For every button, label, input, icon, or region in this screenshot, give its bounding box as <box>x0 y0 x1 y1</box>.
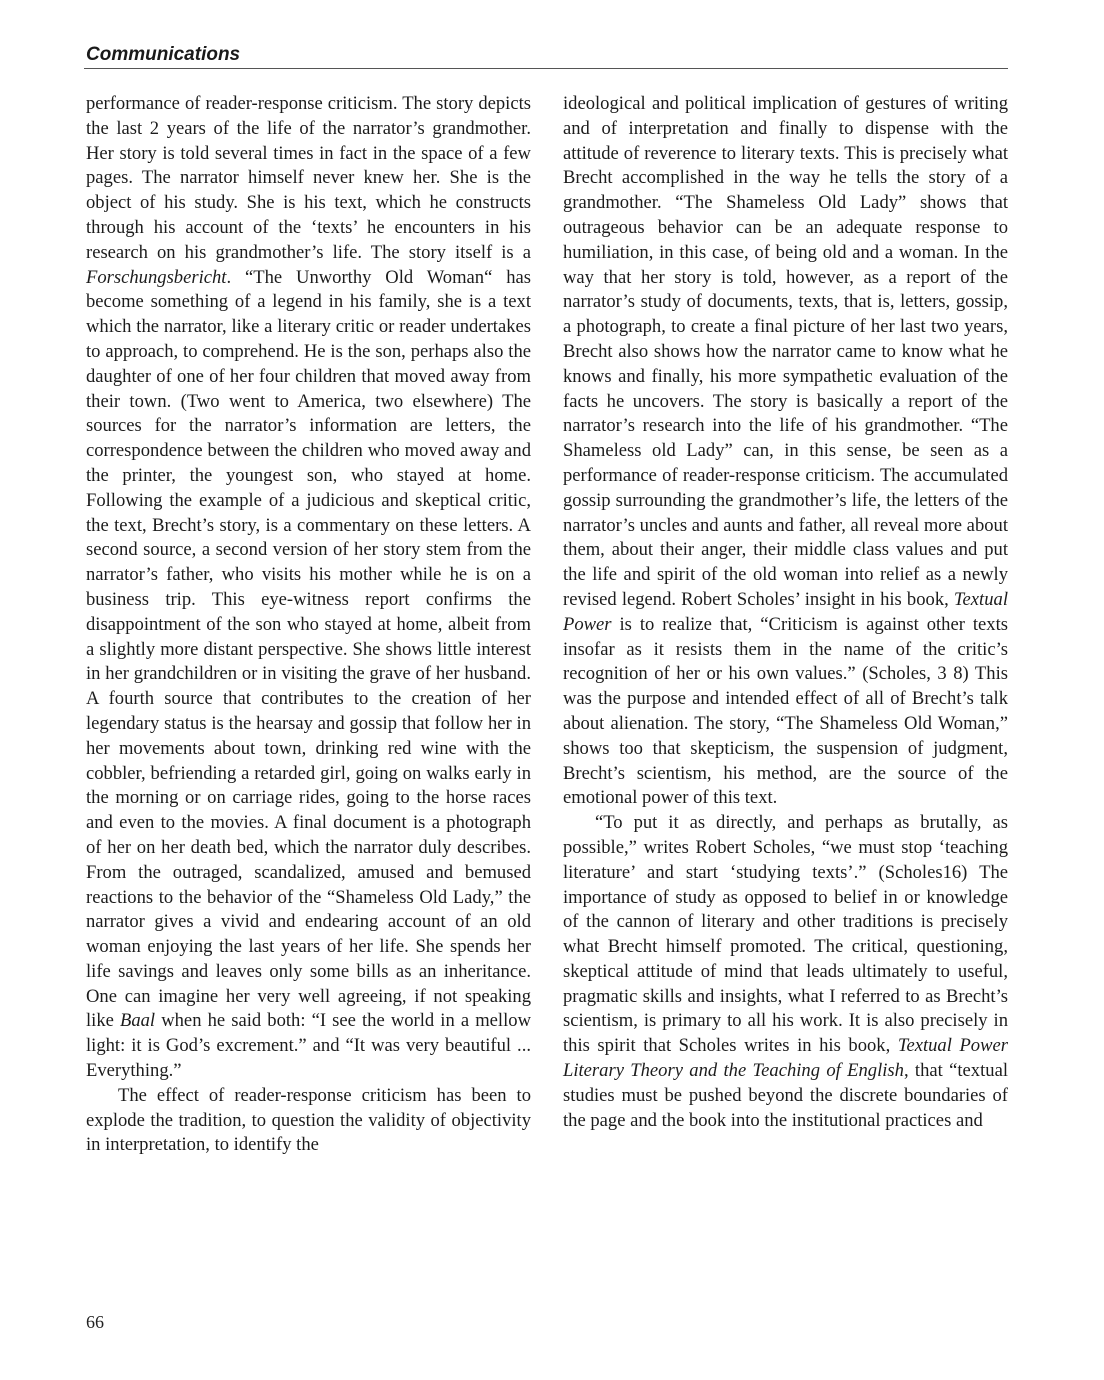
right-column <box>563 92 1008 1133</box>
text-run: . “The Unworthy Old Woman“ has become something of a legend in his family, she is a text which the narrator, like a literary critic or reader undertakes to approach, to comprehend. He is the son, perhaps also the daughter of one of her four children that moved away from their town. (Two went to America, two elsewhere) The sources for the narrator’s information are letters, the correspondence between the children who moved away and the printer, the youngest son, who stayed at home. Following the example of a judicious and skeptical critic, the text, Brecht’s story, is a commentary on these letters. A second source, a second version of her story stem from the narrator’s father, who visits his mother while he is on a business trip. This eye-witness report confirms the disappointment of the son who stayed at home, albeit from a slightly more distant perspective. She shows little interest in her grandchildren or in visiting the grave of her husband. A fourth source that contributes to the creation of her legendary status is the hearsay and gossip that follow her in her movements about town, drinking red wine with the cobbler, befriending a retarded girl, going on walks early in the morning or on carriage rides, going to the horse races and even to the movies. A final document is a photograph of her on her death bed, which the narrator duly describes. From the outraged, scandalized, amused and bemused reactions to the behavior of the “Shameless Old Lady,” the narrator gives a vivid and endearing account of an old woman enjoying the last years of her life. She spends her life savings and leaves only some bills as an inheritance. One can imagine her very well agreeing, if not speaking like <box>86 266 531 1032</box>
running-header-title: Communications <box>86 44 241 65</box>
right-paragraph-1 <box>563 92 1008 811</box>
right-paragraph-2 <box>563 811 1008 1133</box>
italic-title: Textual Power Literary Theory and the Teaching of English <box>563 1035 1008 1082</box>
italic-title: Baal <box>119 1010 156 1032</box>
text-run: ideological and political implication of gestures of writing and of interpretation and finally to dispense with the attitude of reverence to literary texts. This is precisely what Brecht accomplished in the way he tells the story of a grandmother. “The Shameless Old Lady” shows that outrageous behavior can be an adequate response to humiliation, in this case, of being old and a woman. In the way that her story is told, however, as a report of the narrator’s study of documents, texts, that is, letters, gossip, a photograph, to create a final picture of her last two years, Brecht also shows how the narrator came to know what he knows and finally, his more sympathetic evaluation of the facts he uncovers. The story is basically a report of the narrator’s research into the life of his grandmother. “The Shameless old Lady” can, in this sense, be seen as a performance of reader-response criticism. The accumulated gossip surrounding the grandmother’s life, the letters of the narrator’s uncles and aunts and father, all reveal more about them, about their anger, their middle class values and put the life and spirit of the old woman into relief as a newly revised legend. Robert Scholes’ insight in his book, <box>563 93 1008 610</box>
italic-title: Forschungsbericht <box>86 266 227 288</box>
left-paragraph-2: The effect of reader-response criticism has been to explode the tradition, to question the validity of objectivity in interpretation, to identify the <box>86 1084 531 1156</box>
left-paragraph-1 <box>86 92 531 1084</box>
header-rule <box>84 68 1008 69</box>
text-run: , that “textual studies must be pushed beyond the discrete boundaries of the page and the book into the institutional practices and <box>563 1060 1008 1131</box>
text-run: when he said both: “I see the world in a mellow light: it is God’s excrement.” and “It was very beautiful ... Everything.” <box>86 1010 531 1082</box>
left-column <box>86 92 531 1158</box>
italic-title: Textual Power <box>563 588 1008 635</box>
text-run: “To put it as directly, and perhaps as brutally, as possible,” writes Robert Scholes, “we must stop ‘teaching literature’ and start ‘studying texts’.” (Scholes16) The importance of study as opposed to belief in or knowledge of the cannon of literary and other traditions is precisely what Brecht himself promoted. The critical, questioning, skeptical attitude of mind that leads ultimately to useful, pragmatic skills and insights, what I referred to as Brecht’s scientism, is primary to all his work. It is also precisely in this spirit that Scholes writes in his book, <box>563 812 1008 1057</box>
text-run: is to realize that, “Criticism is against other texts insofar as it resists them in the name of the critic’s recognition of her or his own values.” (Scholes, 3 8) This was the purpose and intended effect of all of Brecht’s talk about alienation. The story, “The Shameless Old Woman,” shows too that skepticism, the suspension of judgment, Brecht’s scientism, his method, are the source of the emotional power of this text. <box>563 613 1008 809</box>
text-run: performance of reader-response criticism. The story depicts the last 2 years of the life of the narrator’s grandmother. Her story is told several times in fact in the space of a few pages. The narrator himself never knew her. She is the object of his study. She is his text, which he constructs through his account of the ‘texts’ he encounters in his research on his grandmother’s life. The story itself is a <box>86 93 531 263</box>
page-number: 66 <box>86 1312 104 1332</box>
